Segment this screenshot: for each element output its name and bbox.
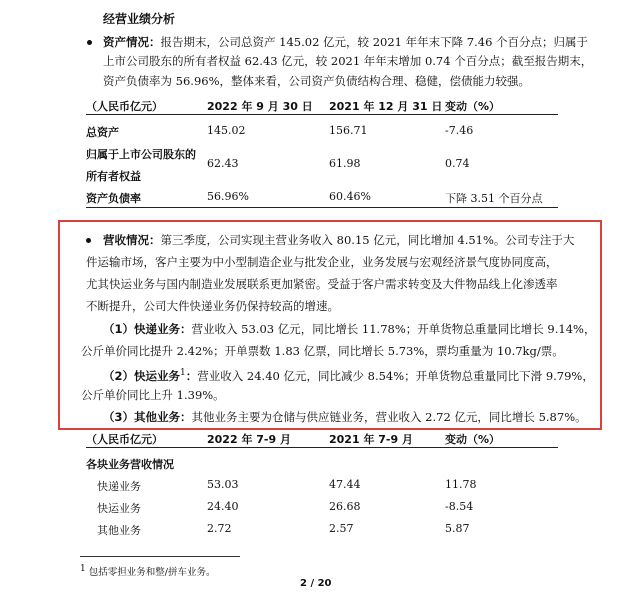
section-heading: 经营业绩分析 (103, 12, 176, 26)
revenue-text-1: 第三季度，公司实现主营业务收入 80.15 亿元，同比增加 4.51%。公司专注于大 (160, 233, 575, 247)
t2-row3-c1: 2.72 (207, 522, 232, 535)
t1-header-change: 变动（%） (445, 100, 501, 113)
revenue-line-1 (103, 229, 574, 251)
revenue-label: 营收情况： (103, 233, 161, 247)
t1-row1-c1: 145.02 (207, 124, 246, 137)
t1-header-date1: 2022 年 9 月 30 日 (207, 100, 313, 113)
t1-row1-label: 总资产 (86, 126, 119, 139)
t1-row1-c3: -7.46 (445, 124, 474, 137)
freight-line-2: 公斤单价同比上升 1.39%。 (81, 388, 225, 402)
other-line-1 (103, 406, 587, 428)
freight-label: （2）快运业务 (103, 368, 181, 383)
express-line-2: 公斤单价同比提升 2.42%；开单票数 1.83 亿票，同比增长 5.73%，票均重量为 10.7kg/票。 (81, 344, 564, 358)
express-text-1: 营业收入 53.03 亿元，同比增长 11.78%；开单货物总重量同比增长 9.14%， (191, 322, 596, 336)
t1-header-unit: （人民币亿元） (86, 100, 163, 113)
t1-header-date2: 2021 年 12 月 31 日 (329, 100, 443, 113)
revenue-line-4: 不断提升，公司大件快递业务仍保持较高的增速。 (86, 299, 339, 313)
t1-row2-c1: 62.43 (207, 157, 239, 170)
footnote-mark: 1 (80, 564, 86, 574)
asset-label: 资产情况： (103, 35, 161, 49)
t2-header-change: 变动（%） (445, 433, 501, 446)
bullet-icon (86, 238, 91, 243)
t2-row3-c2: 2.57 (329, 522, 354, 535)
t1-bottom-rule (86, 207, 558, 208)
revenue-line-2: 件运输市场，客户主要为中小型制造企业与批发企业，业务发展与宏观经济景气度协同度高， (86, 255, 558, 269)
footnote-rule (80, 556, 240, 557)
t2-row2-c1: 24.40 (207, 500, 239, 513)
t2-row1-c3: 11.78 (445, 478, 477, 491)
t1-row2-c2: 61.98 (329, 157, 361, 170)
t1-row3-c2: 60.46% (329, 190, 371, 203)
t2-row2-c3: -8.54 (445, 500, 474, 513)
t2-row2-label: 快运业务 (97, 502, 141, 515)
asset-text-1: 报告期末，公司总资产 145.02 亿元，较 2021 年年末下降 7.46 个百分点；归属于 (160, 35, 589, 49)
footnote-text: 包括零担业务和整/拼车业务。 (88, 567, 216, 579)
footnote (80, 564, 215, 578)
t2-header-rule (86, 447, 558, 448)
t2-row1-label: 快递业务 (97, 480, 141, 493)
t1-header-rule (86, 114, 558, 115)
express-label: （1）快递业务： (103, 322, 192, 336)
t2-header-period2: 2021 年 7-9 月 (329, 433, 413, 446)
freight-text-1: 营业收入 24.40 亿元，同比减少 8.54%；开单货物总重量同比下滑 9.79%， (197, 368, 594, 383)
express-line-1 (103, 318, 595, 340)
t1-row3-c3: 下降 3.51 个百分点 (445, 192, 543, 205)
t1-row2-label-l1: 归属于上市公司股东的 (86, 148, 196, 161)
revenue-line-3: 尤其快运业务与国内制造业发展联系更加紧密。受益于客户需求转变及大件物品线上化渗透率 (86, 277, 558, 291)
t2-header-unit: （人民币亿元） (86, 433, 163, 446)
bullet-icon (87, 40, 92, 45)
t2-row1-c2: 47.44 (329, 478, 361, 491)
t1-row3-label: 资产负债率 (86, 192, 141, 205)
t2-row2-c2: 26.68 (329, 500, 361, 513)
t1-row2-c3: 0.74 (445, 157, 470, 170)
other-text-1: 其他业务主要为仓储与供应链业务，营业收入 2.72 亿元，同比增长 5.87%。 (191, 410, 587, 424)
asset-line-3: 资产负债率为 56.96%，整体来看，公司资产负债结构合理、稳健，偿债能力较强。 (103, 74, 531, 88)
t1-row3-c1: 56.96% (207, 190, 249, 203)
other-label: （3）其他业务： (103, 410, 192, 424)
t2-row1-c1: 53.03 (207, 478, 239, 491)
t1-row2-label-l2: 所有者权益 (86, 170, 141, 183)
page-number: 2 / 20 (300, 578, 332, 589)
freight-colon: ： (185, 368, 198, 383)
t2-row3-label: 其他业务 (97, 524, 141, 537)
footnote-ref: 1 (180, 368, 186, 378)
t2-row3-c3: 5.87 (445, 522, 470, 535)
t2-section-label: 各块业务营收情况 (86, 458, 174, 471)
asset-line-2: 上市公司股东的所有者权益 62.43 亿元，较 2021 年年末增加 0.74 个百分点；截至报告期末， (103, 54, 593, 68)
t1-row1-c2: 156.71 (329, 124, 368, 137)
t2-header-period1: 2022 年 7-9 月 (207, 433, 291, 446)
